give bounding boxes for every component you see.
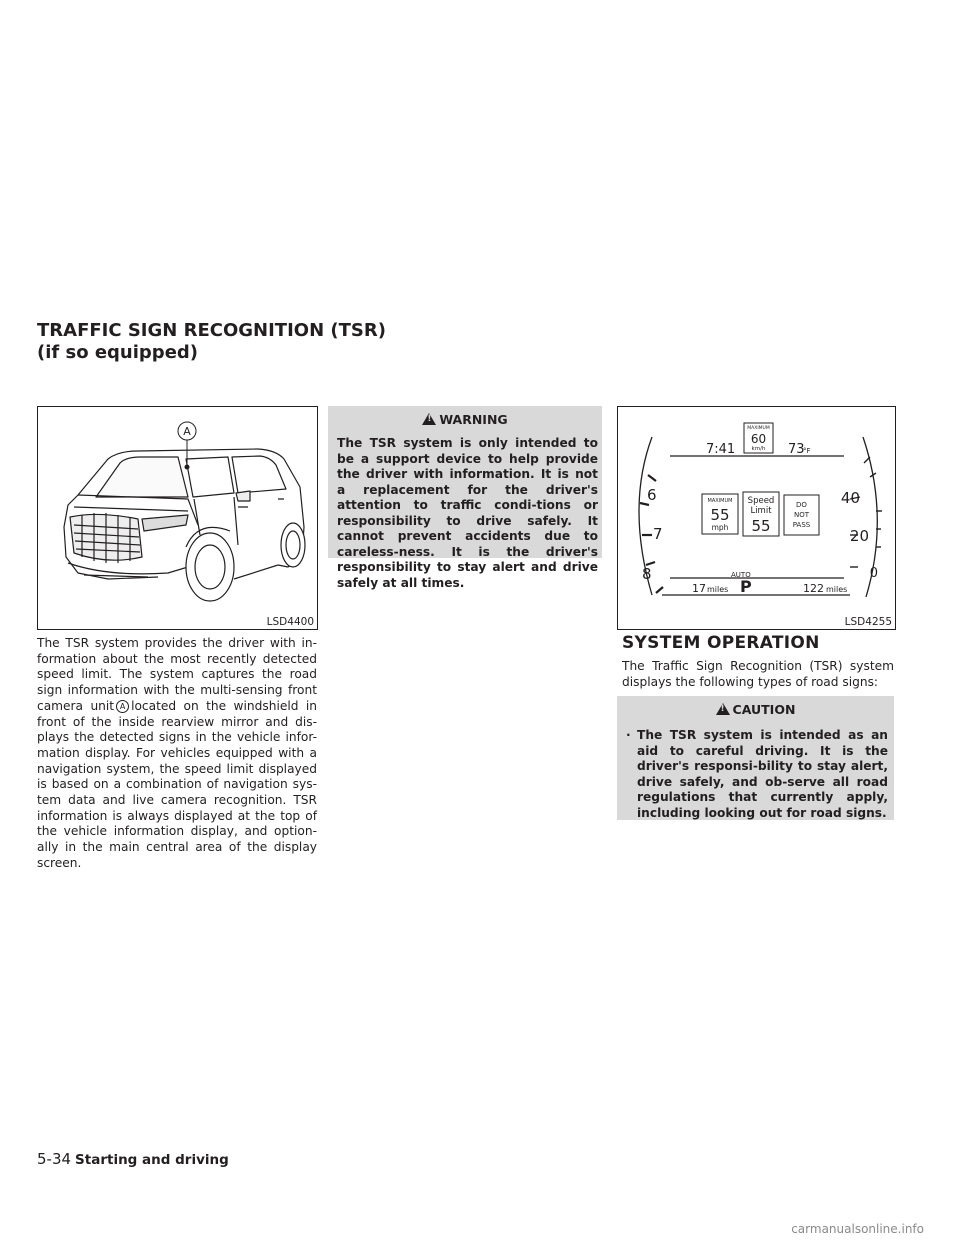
figure-code-left: LSD4400	[266, 616, 314, 628]
top-sign-unit: km/h	[751, 446, 766, 452]
sign-speed-line2: Limit	[750, 506, 772, 516]
left-gauge-label-6: 6	[647, 486, 657, 504]
system-operation-text: The Traffic Sign Recognition (TSR) system displays the following types of road signs:	[622, 659, 894, 689]
intro-text-part1: The TSR system provides the driver with in-formation about the most recently detected speed limit. The system captures the road sign information with the multi-sensing front camera unit	[37, 636, 317, 713]
warning-header	[328, 406, 602, 432]
warning-title: WARNING	[439, 412, 508, 427]
caution-item	[617, 722, 894, 821]
sign-speed-value: 55	[751, 517, 771, 535]
cluster-figure	[617, 406, 896, 630]
top-sign-label: MAXIMUM	[747, 426, 770, 431]
chapter-title: Starting and driving	[75, 1152, 229, 1168]
section-title-line1: TRAFFIC SIGN RECOGNITION (TSR)	[37, 320, 386, 341]
sign-max-label: MAXIMUM	[707, 498, 733, 504]
left-gauge-label-8: 8	[642, 565, 652, 583]
warning-box	[328, 406, 602, 590]
left-gauge-label-7: 7	[653, 525, 663, 543]
cluster-time: 7:41	[706, 442, 736, 457]
sign-max-unit: mph	[711, 523, 729, 532]
cluster-temp-unit: °F	[803, 447, 811, 455]
page-number: 5-34	[37, 1150, 72, 1168]
cluster-temp: 73	[788, 442, 805, 457]
caution-bullet-icon: ·	[626, 728, 631, 742]
caution-title: CAUTION	[732, 702, 796, 717]
watermark-text: carmanualsonline.info	[791, 1222, 924, 1236]
sign-max-value: 55	[710, 506, 730, 524]
odo-right-unit: miles	[826, 585, 848, 594]
figure-code-right: LSD4255	[844, 616, 892, 628]
page-footer	[37, 1150, 229, 1168]
cluster-auto: AUTO	[731, 571, 751, 579]
cluster-illustration	[618, 407, 895, 629]
system-operation-heading: SYSTEM OPERATION	[622, 633, 820, 653]
section-title-line2: (if so equipped)	[37, 342, 199, 363]
section-title	[37, 320, 386, 364]
sign-dnp-line2: NOT	[793, 511, 810, 519]
right-gauge-label-0: 0	[869, 566, 878, 581]
odo-left-unit: miles	[707, 585, 729, 594]
vehicle-figure	[37, 406, 318, 630]
vehicle-illustration	[38, 407, 317, 629]
cluster-gear: P	[740, 577, 752, 596]
callout-a-inline: A	[116, 700, 129, 713]
sign-speed-line1: Speed	[747, 496, 775, 506]
right-gauge-label-40: 40	[840, 489, 860, 507]
caution-triangle-icon	[716, 703, 730, 715]
caution-header	[617, 696, 894, 722]
odo-right-value: 122	[803, 582, 824, 595]
warning-triangle-icon	[422, 413, 436, 425]
caution-text: The TSR system is intended as an aid to careful driving. It is the driver's responsi-bility to stay alert, drive safely, and ob-serve all road regulations that currently apply, including looking out for road signs.	[637, 728, 888, 820]
top-sign-value: 60	[750, 432, 767, 446]
right-gauge-label-20: 20	[849, 527, 869, 545]
sign-dnp-line1: DO	[796, 501, 807, 509]
system-operation-section	[622, 633, 894, 690]
callout-a-label: A	[183, 425, 191, 438]
caution-box	[617, 696, 894, 820]
odo-left-value: 17	[692, 582, 706, 595]
sign-dnp-line3: PASS	[792, 521, 811, 529]
warning-text: The TSR system is only intended to be a support device to help provide the driver with information. It is not a replacement for the driver's attention to traffic condi-tions or responsibility to drive safely. It cannot prevent accidents due to careless-ness. It is the driver's responsibility to stay alert and drive safely at all times.	[337, 436, 598, 590]
intro-text-part2: located on the windshield in front of the inside rearview mirror and dis-plays the detected signs in the vehicle infor-mation display. For vehicles equipped with a navigation system, the speed limit displayed is based on a combination of navigation sys-tem data and live camera recognition. TSR information is always displayed at the top of the vehicle information display, and option-ally in the main central area of the display screen.	[37, 698, 317, 870]
intro-paragraph	[37, 636, 317, 872]
